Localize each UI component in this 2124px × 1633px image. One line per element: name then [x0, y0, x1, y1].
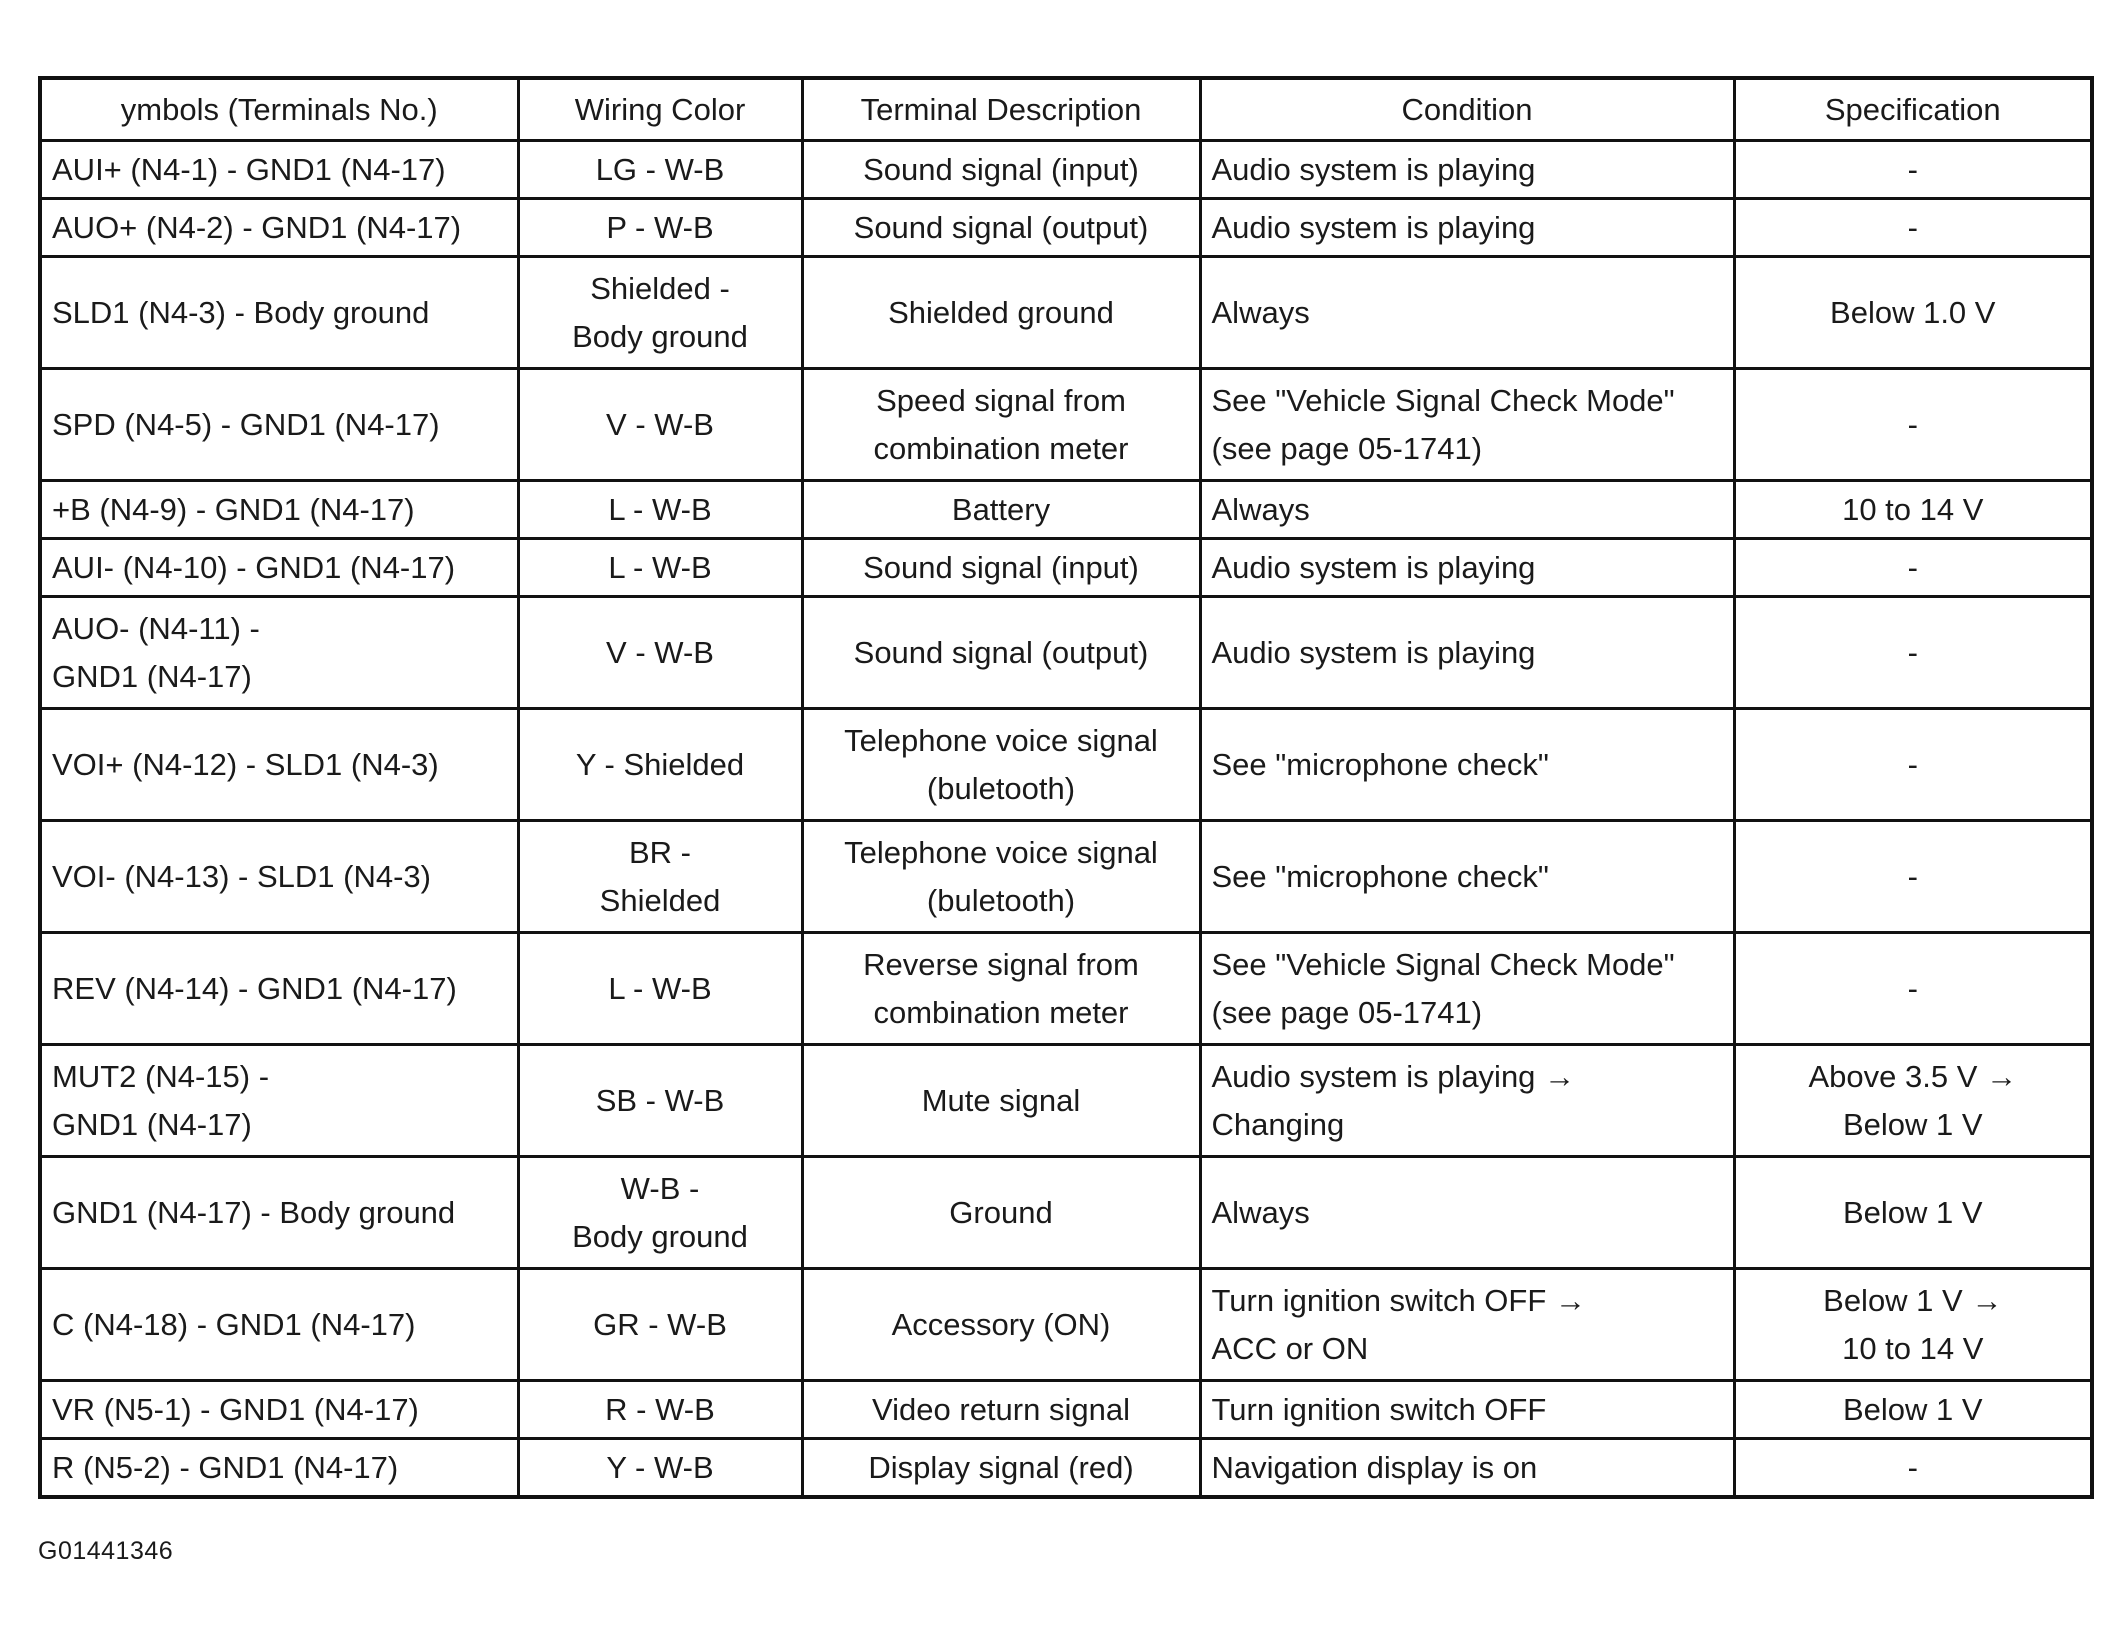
cell-terminal-description-text: Sound signal (input) [863, 549, 1139, 585]
cell-terminal-description-text: Mute signal [921, 1082, 1081, 1118]
cell-symbol-text: AUO- (N4-11) - GND1 (N4-17) [52, 610, 260, 694]
cell-wiring-color-text: GR - W-B [593, 1306, 727, 1342]
cell-condition-text: Audio system is playing [1211, 209, 1536, 245]
cell-symbol-text: +B (N4-9) - GND1 (N4-17) [52, 491, 415, 527]
cell-condition-text: See "Vehicle Signal Check Mode" (see page 05-1741) [1211, 382, 1675, 466]
cell-wiring-color [518, 369, 802, 481]
table-row [40, 1157, 2092, 1269]
cell-symbol-text: C (N4-18) - GND1 (N4-17) [52, 1306, 416, 1342]
cell-condition [1200, 1157, 1734, 1269]
cell-symbol [40, 1045, 518, 1157]
cell-specification [1734, 1157, 2092, 1269]
cell-specification-text: - [1907, 634, 1918, 670]
cell-terminal-description [802, 597, 1200, 709]
cell-specification [1734, 821, 2092, 933]
cell-specification [1734, 1045, 2092, 1157]
table-row [40, 141, 2092, 199]
cell-specification-text: Above 3.5 V → Below 1 V [1808, 1058, 2017, 1142]
cell-wiring-color [518, 597, 802, 709]
cell-symbol [40, 597, 518, 709]
cell-wiring-color [518, 481, 802, 539]
cell-symbol [40, 369, 518, 481]
cell-symbol [40, 141, 518, 199]
cell-condition-text: Navigation display is on [1211, 1449, 1538, 1485]
cell-symbol-text: VR (N5-1) - GND1 (N4-17) [52, 1391, 419, 1427]
cell-terminal-description-text: Shielded ground [888, 294, 1114, 330]
cell-condition-text: Turn ignition switch OFF → ACC or ON [1211, 1282, 1586, 1366]
cell-condition [1200, 141, 1734, 199]
cell-wiring-color [518, 1381, 802, 1439]
cell-terminal-description-text: Telephone voice signal (buletooth) [844, 722, 1158, 806]
cell-terminal-description [802, 199, 1200, 257]
cell-wiring-color-text: R - W-B [605, 1391, 715, 1427]
cell-specification [1734, 933, 2092, 1045]
cell-condition [1200, 481, 1734, 539]
cell-specification-text: - [1907, 858, 1918, 894]
cell-terminal-description [802, 709, 1200, 821]
cell-specification [1734, 141, 2092, 199]
cell-symbol-text: GND1 (N4-17) - Body ground [52, 1194, 456, 1230]
cell-symbol-text: AUI- (N4-10) - GND1 (N4-17) [52, 549, 456, 585]
cell-condition-text: Audio system is playing [1211, 151, 1536, 187]
cell-specification [1734, 597, 2092, 709]
cell-condition-text: See "microphone check" [1211, 746, 1549, 782]
cell-wiring-color [518, 1439, 802, 1498]
cell-specification-text: - [1907, 970, 1918, 1006]
cell-symbol-text: MUT2 (N4-15) - GND1 (N4-17) [52, 1058, 270, 1142]
table-header-row [40, 78, 2092, 141]
cell-wiring-color [518, 1157, 802, 1269]
table-row [40, 199, 2092, 257]
cell-terminal-description-text: Sound signal (output) [853, 209, 1149, 245]
cell-symbol [40, 709, 518, 821]
cell-condition [1200, 1269, 1734, 1381]
cell-specification-text: - [1907, 209, 1918, 245]
cell-condition [1200, 539, 1734, 597]
table-row [40, 821, 2092, 933]
cell-specification-text: - [1907, 1449, 1918, 1485]
cell-condition-text: Always [1211, 294, 1310, 330]
cell-symbol-text: SLD1 (N4-3) - Body ground [52, 294, 430, 330]
cell-terminal-description-text: Sound signal (output) [853, 634, 1149, 670]
cell-terminal-description [802, 257, 1200, 369]
cell-terminal-description [802, 369, 1200, 481]
cell-specification [1734, 709, 2092, 821]
table-row [40, 709, 2092, 821]
header-specification: Specification [1734, 78, 2092, 141]
cell-wiring-color-text: Y - Shielded [575, 746, 745, 782]
table-row [40, 257, 2092, 369]
cell-symbol [40, 1157, 518, 1269]
cell-condition [1200, 933, 1734, 1045]
cell-condition [1200, 369, 1734, 481]
cell-wiring-color-text: V - W-B [606, 406, 714, 442]
cell-specification [1734, 199, 2092, 257]
cell-specification-text: - [1907, 746, 1918, 782]
cell-condition [1200, 1381, 1734, 1439]
cell-specification [1734, 1381, 2092, 1439]
cell-specification [1734, 369, 2092, 481]
cell-condition [1200, 597, 1734, 709]
cell-condition [1200, 1045, 1734, 1157]
cell-symbol [40, 199, 518, 257]
cell-symbol-text: REV (N4-14) - GND1 (N4-17) [52, 970, 457, 1006]
table-row [40, 1439, 2092, 1498]
table-row [40, 1269, 2092, 1381]
cell-specification [1734, 257, 2092, 369]
cell-wiring-color [518, 141, 802, 199]
cell-wiring-color [518, 821, 802, 933]
cell-condition-text: Audio system is playing [1211, 634, 1536, 670]
cell-condition [1200, 821, 1734, 933]
cell-wiring-color-text: W-B - Body ground [572, 1170, 748, 1254]
cell-condition-text: Audio system is playing → Changing [1211, 1058, 1576, 1142]
cell-wiring-color-text: LG - W-B [595, 151, 725, 187]
cell-terminal-description-text: Accessory (ON) [891, 1306, 1111, 1342]
cell-wiring-color [518, 199, 802, 257]
header-wiring-color: Wiring Color [518, 78, 802, 141]
header-condition: Condition [1200, 78, 1734, 141]
cell-terminal-description-text: Ground [949, 1194, 1053, 1230]
cell-specification-text: - [1907, 549, 1918, 585]
cell-symbol-text: SPD (N4-5) - GND1 (N4-17) [52, 406, 440, 442]
cell-wiring-color-text: L - W-B [608, 549, 712, 585]
cell-specification-text: Below 1 V [1842, 1391, 1983, 1427]
table-row [40, 1381, 2092, 1439]
cell-wiring-color-text: P - W-B [606, 209, 714, 245]
table-body [40, 141, 2092, 1498]
cell-symbol [40, 1439, 518, 1498]
cell-symbol [40, 933, 518, 1045]
cell-specification-text: Below 1.0 V [1830, 294, 1996, 330]
header-symbols: ymbols (Terminals No.) [40, 78, 518, 141]
cell-terminal-description [802, 1045, 1200, 1157]
cell-wiring-color-text: V - W-B [606, 634, 714, 670]
cell-terminal-description [802, 821, 1200, 933]
figure-id: G01441346 [38, 1537, 174, 1565]
cell-specification [1734, 539, 2092, 597]
cell-terminal-description-text: Sound signal (input) [863, 151, 1139, 187]
cell-specification-text: - [1907, 151, 1918, 187]
cell-wiring-color-text: L - W-B [608, 491, 712, 527]
table-row [40, 481, 2092, 539]
cell-condition [1200, 1439, 1734, 1498]
cell-terminal-description [802, 933, 1200, 1045]
cell-wiring-color [518, 539, 802, 597]
cell-symbol-text: VOI+ (N4-12) - SLD1 (N4-3) [52, 746, 439, 782]
cell-condition [1200, 709, 1734, 821]
cell-terminal-description-text: Speed signal from combination meter [873, 382, 1129, 466]
cell-wiring-color-text: Y - W-B [606, 1449, 714, 1485]
cell-terminal-description [802, 1269, 1200, 1381]
cell-specification-text: - [1907, 406, 1918, 442]
cell-terminal-description [802, 539, 1200, 597]
cell-wiring-color [518, 709, 802, 821]
cell-terminal-description [802, 1439, 1200, 1498]
table-row [40, 369, 2092, 481]
cell-symbol [40, 481, 518, 539]
cell-symbol [40, 821, 518, 933]
cell-symbol-text: VOI- (N4-13) - SLD1 (N4-3) [52, 858, 431, 894]
cell-terminal-description [802, 141, 1200, 199]
cell-terminal-description-text: Telephone voice signal (buletooth) [844, 834, 1158, 918]
spec-sheet [38, 76, 2090, 1499]
cell-terminal-description-text: Display signal (red) [868, 1449, 1134, 1485]
cell-wiring-color [518, 1269, 802, 1381]
cell-symbol-text: AUI+ (N4-1) - GND1 (N4-17) [52, 151, 446, 187]
cell-symbol [40, 1269, 518, 1381]
cell-terminal-description-text: Video return signal [872, 1391, 1130, 1427]
cell-wiring-color-text: BR - Shielded [599, 834, 721, 918]
cell-condition-text: Audio system is playing [1211, 549, 1536, 585]
cell-symbol [40, 539, 518, 597]
cell-terminal-description [802, 1381, 1200, 1439]
cell-symbol-text: AUO+ (N4-2) - GND1 (N4-17) [52, 209, 462, 245]
cell-specification-text: 10 to 14 V [1842, 491, 1984, 527]
cell-wiring-color-text: SB - W-B [595, 1082, 725, 1118]
cell-wiring-color-text: Shielded - Body ground [572, 270, 748, 354]
cell-specification [1734, 1439, 2092, 1498]
terminal-spec-table [38, 76, 2094, 1499]
cell-terminal-description-text: Battery [951, 491, 1051, 527]
cell-terminal-description [802, 1157, 1200, 1269]
cell-condition-text: See "Vehicle Signal Check Mode" (see page 05-1741) [1211, 946, 1675, 1030]
cell-condition-text: See "microphone check" [1211, 858, 1549, 894]
cell-terminal-description [802, 481, 1200, 539]
cell-wiring-color [518, 257, 802, 369]
cell-condition [1200, 199, 1734, 257]
table-row [40, 539, 2092, 597]
cell-wiring-color-text: L - W-B [608, 970, 712, 1006]
cell-symbol-text: R (N5-2) - GND1 (N4-17) [52, 1449, 399, 1485]
cell-symbol [40, 1381, 518, 1439]
cell-specification [1734, 1269, 2092, 1381]
cell-condition-text: Always [1211, 1194, 1310, 1230]
header-terminal-description: Terminal Description [802, 78, 1200, 141]
cell-terminal-description-text: Reverse signal from combination meter [863, 946, 1139, 1030]
table-row [40, 597, 2092, 709]
table-row [40, 933, 2092, 1045]
table-row [40, 1045, 2092, 1157]
cell-wiring-color [518, 933, 802, 1045]
cell-specification-text: Below 1 V → 10 to 14 V [1823, 1282, 2003, 1366]
cell-specification-text: Below 1 V [1842, 1194, 1983, 1230]
cell-symbol [40, 257, 518, 369]
cell-condition [1200, 257, 1734, 369]
cell-specification [1734, 481, 2092, 539]
cell-wiring-color [518, 1045, 802, 1157]
cell-condition-text: Always [1211, 491, 1310, 527]
cell-condition-text: Turn ignition switch OFF [1211, 1391, 1547, 1427]
